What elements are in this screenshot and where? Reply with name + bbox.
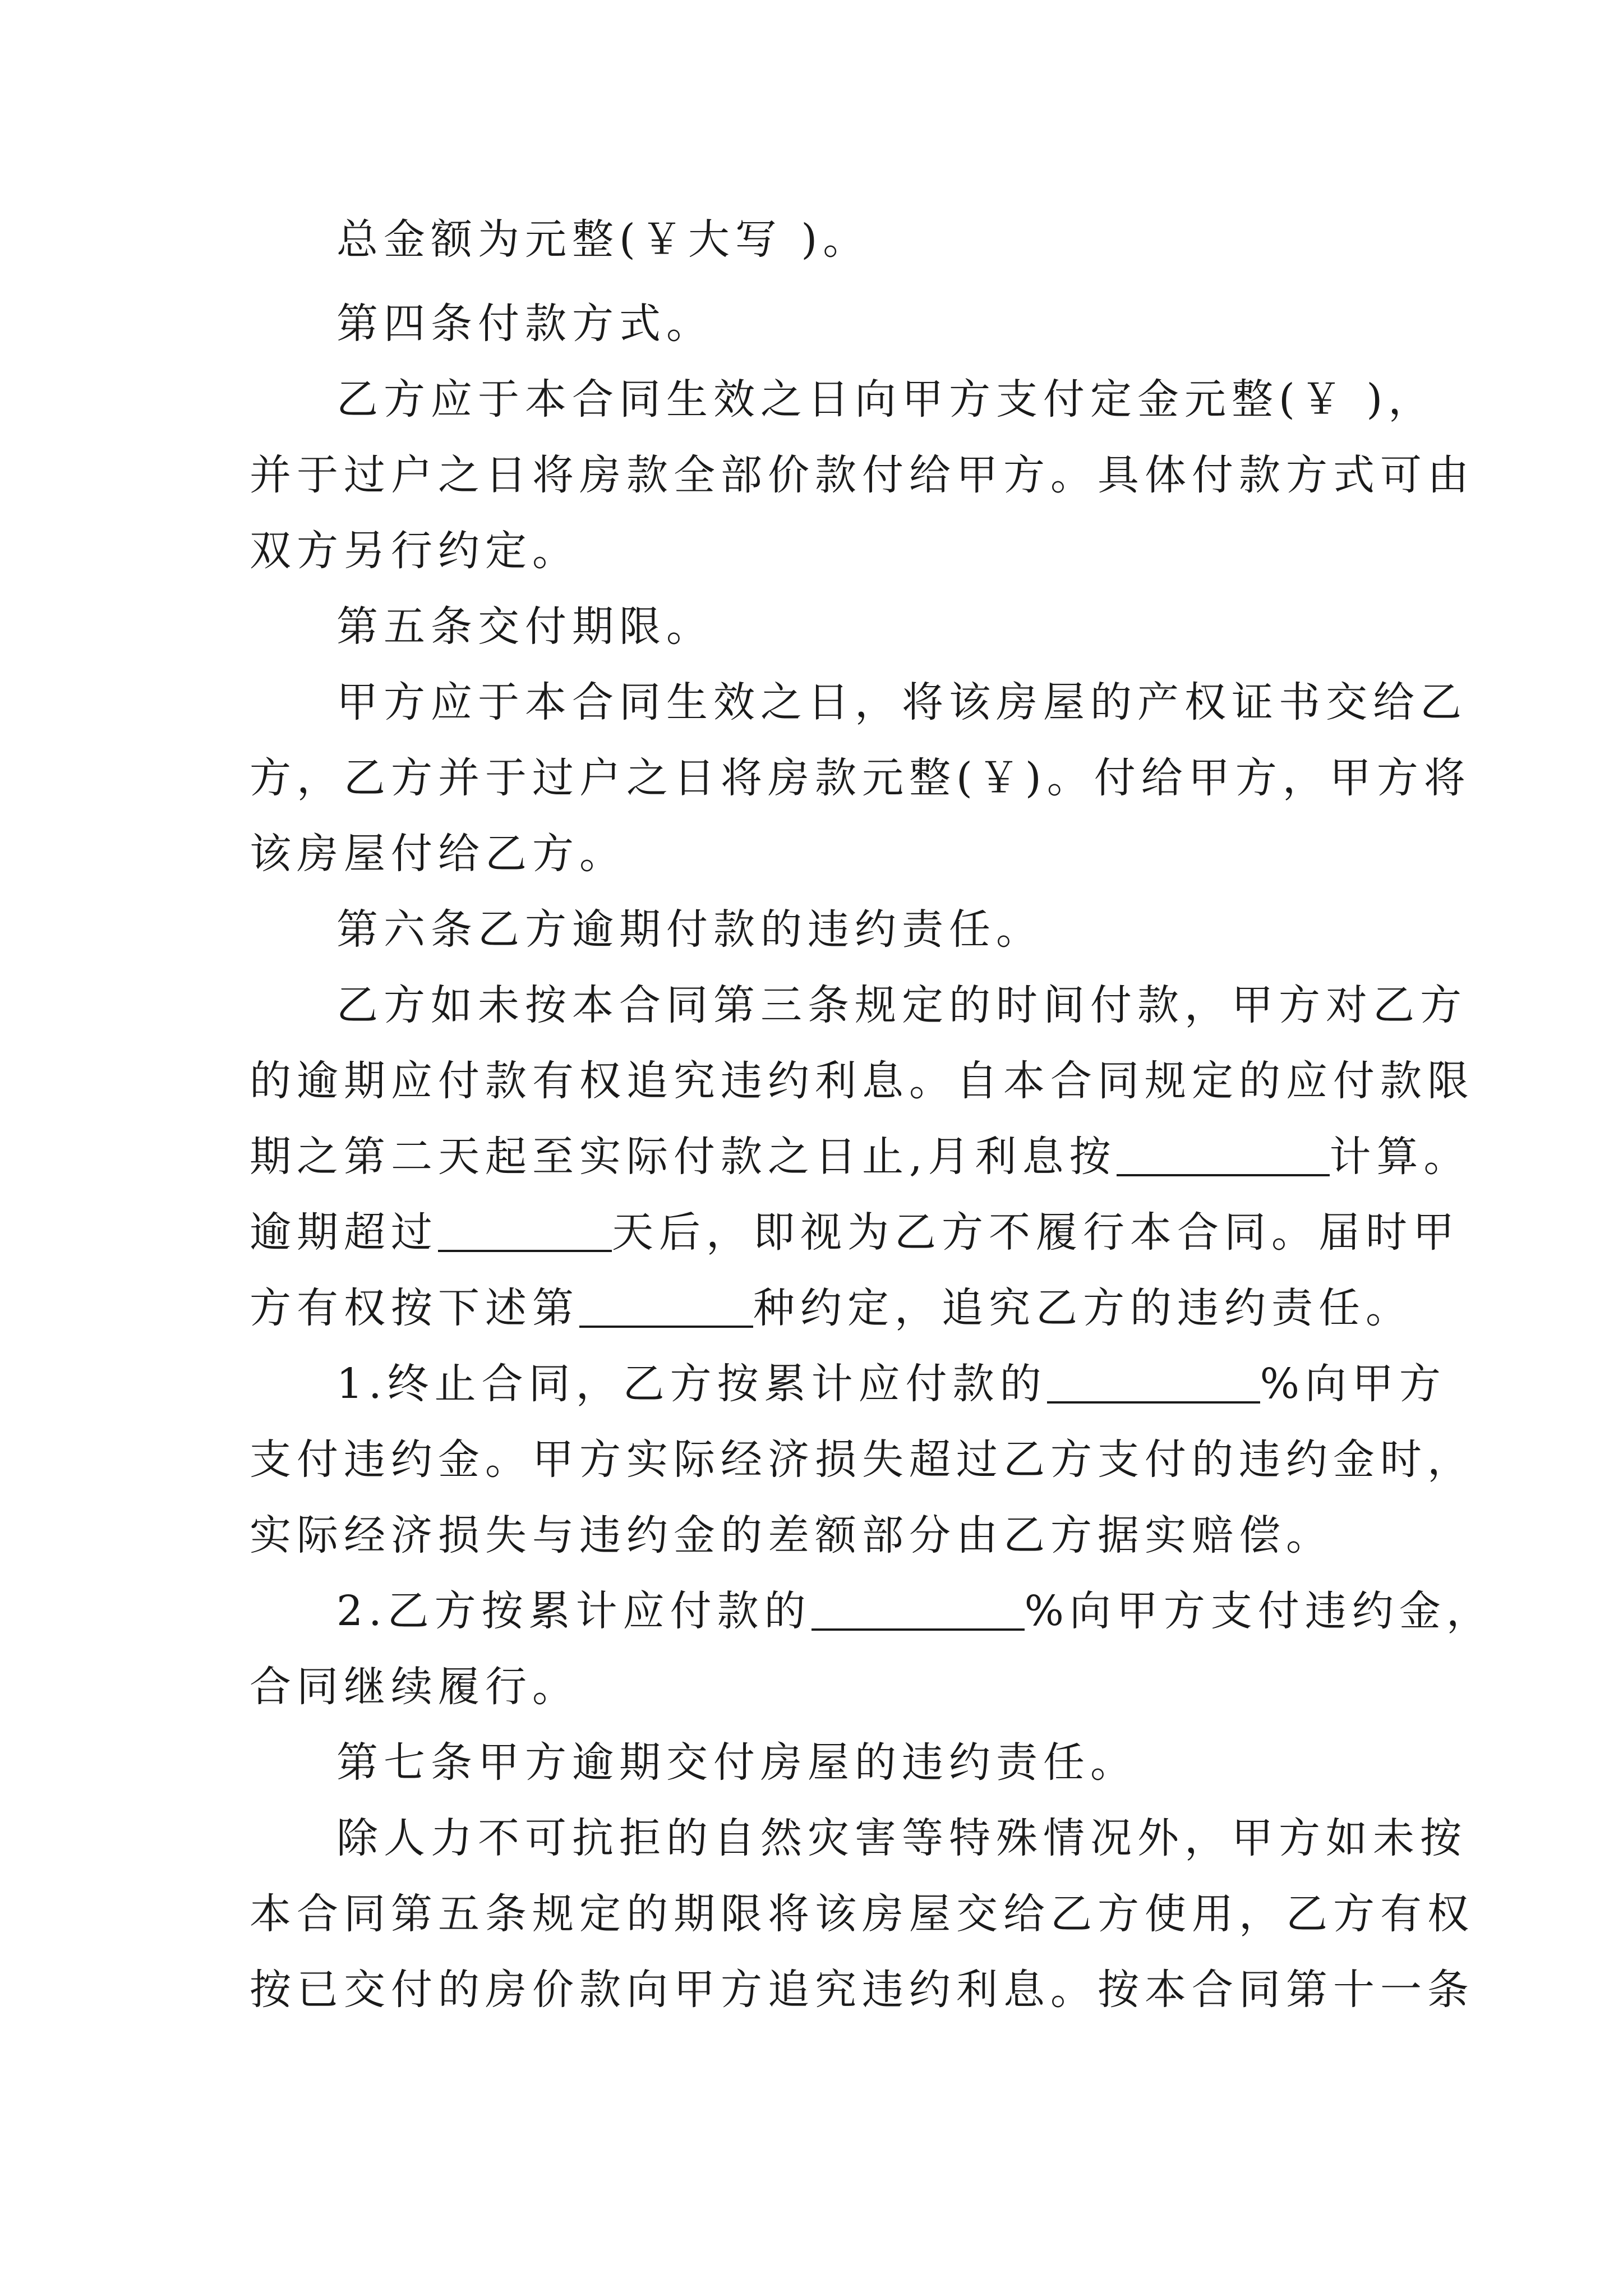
paragraph-line: 甲方应于本合同生效之日，将该房屋的产权证书交给乙	[336, 678, 1467, 726]
article-6-heading: 第六条乙方逾期付款的违约责任。	[336, 905, 1043, 954]
paragraph-line: 合同继续履行。	[250, 1663, 579, 1711]
fill-blank-overdue-days	[438, 1211, 612, 1252]
paragraph-line: 该房屋付给乙方。	[250, 830, 626, 878]
line-text: 天后，即视为乙方不履行本合同。届时甲	[612, 1208, 1460, 1257]
clause-2-line	[336, 1569, 1493, 1653]
paragraph-line: 除人力不可抗拒的自然灾害等特殊情况外，甲方如未按	[336, 1814, 1467, 1862]
paragraph-line-total-amount: 总金额为元整(￥大写 )。	[336, 215, 870, 264]
paragraph-line: 双方另行约定。	[250, 527, 579, 575]
paragraph-line: 乙方如未按本合同第三条规定的时间付款，甲方对乙方	[336, 981, 1467, 1029]
line-text: 2.乙方按累计应付款的	[336, 1587, 811, 1635]
line-text: %向甲方支付违约金，	[1024, 1587, 1493, 1635]
paragraph-line-overdue-days	[250, 1190, 1460, 1274]
paragraph-line: 并于过户之日将房款全部价款付给甲方。具体付款方式可由	[250, 451, 1474, 499]
article-4-heading: 第四条付款方式。	[336, 300, 713, 348]
paragraph-line: 本合同第五条规定的期限将该房屋交给乙方使用，乙方有权	[250, 1890, 1474, 1938]
line-text: 1.终止合同，乙方按累计应付款的	[336, 1360, 1047, 1408]
line-text: %向甲方	[1260, 1360, 1446, 1408]
line-text: 逾期超过	[250, 1208, 438, 1257]
paragraph-line: 乙方应于本合同生效之日向甲方支付定金元整(￥ )，	[336, 375, 1436, 424]
line-text: 种约定，追究乙方的违约责任。	[753, 1284, 1413, 1332]
paragraph-line: 的逾期应付款有权追究违约利息。自本合同规定的应付款限	[250, 1057, 1474, 1105]
fill-blank-interest-rate	[1117, 1135, 1330, 1176]
line-text: 方有权按下述第	[250, 1284, 579, 1332]
paragraph-line-interest-rate	[250, 1115, 1471, 1199]
paragraph-line: 按已交付的房价款向甲方追究违约利息。按本合同第十一条	[250, 1966, 1474, 2014]
line-text: 计算。	[1329, 1133, 1471, 1181]
clause-1-line	[336, 1342, 1446, 1426]
fill-blank-penalty-percent-2	[811, 1589, 1025, 1631]
line-text: 期之第二天起至实际付款之日止,月利息按	[250, 1133, 1117, 1181]
fill-blank-option-number	[579, 1286, 753, 1328]
article-7-heading: 第七条甲方逾期交付房屋的违约责任。	[336, 1738, 1137, 1787]
paragraph-line-option-number	[250, 1266, 1413, 1350]
paragraph-line: 支付违约金。甲方实际经济损失超过乙方支付的违约金时，	[250, 1435, 1474, 1484]
paragraph-line: 方，乙方并于过户之日将房款元整(￥)。付给甲方，甲方将	[250, 754, 1471, 802]
paragraph-line: 实际经济损失与违约金的差额部分由乙方据实赔偿。	[250, 1511, 1333, 1559]
fill-blank-penalty-percent-1	[1047, 1362, 1260, 1404]
article-5-heading: 第五条交付期限。	[336, 602, 713, 651]
